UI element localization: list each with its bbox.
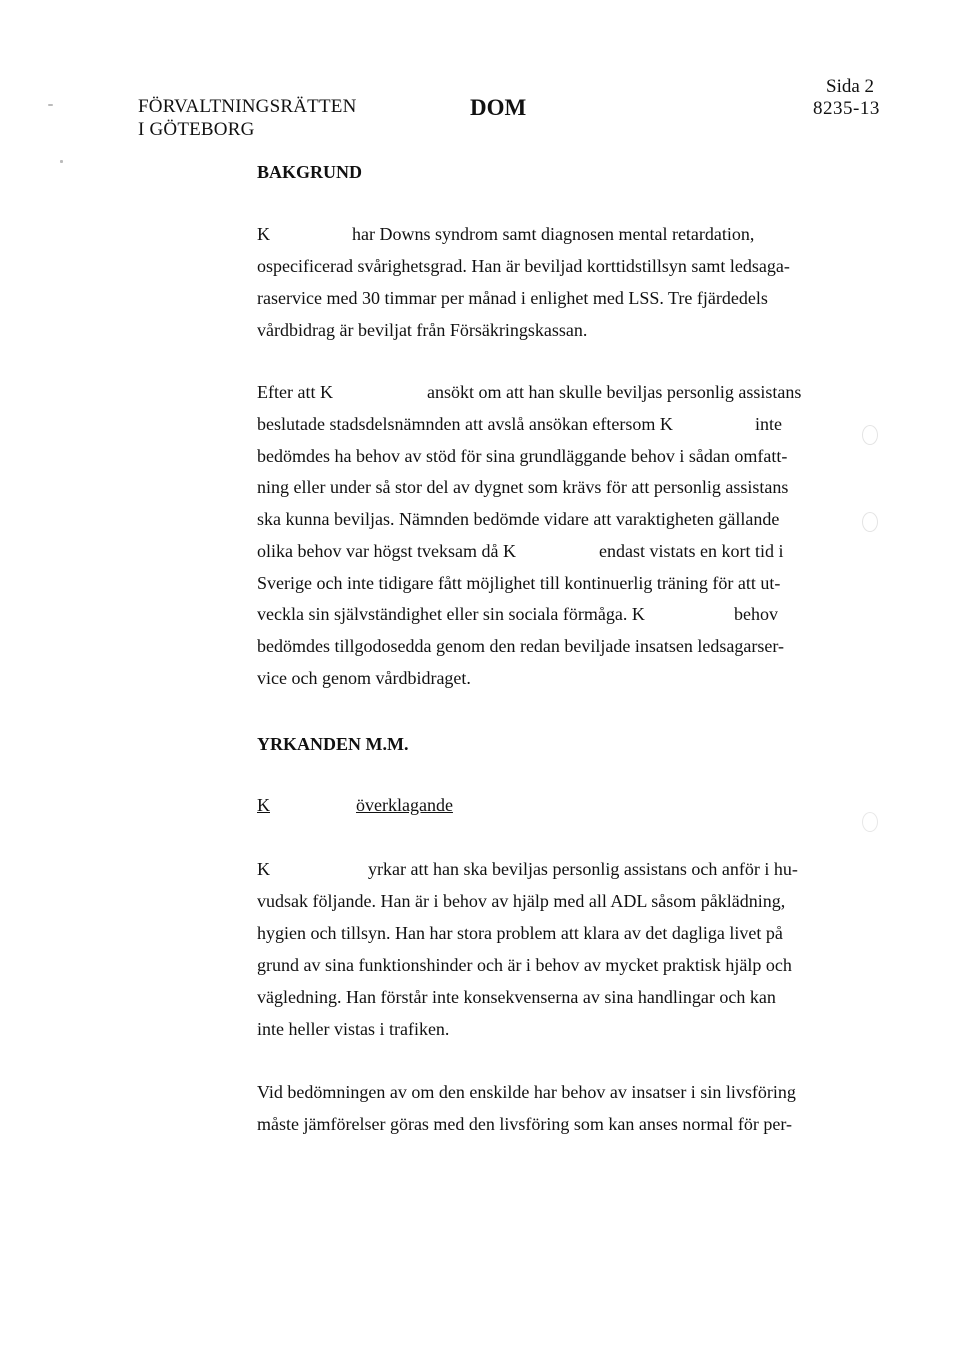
court-name-line2: I GÖTEBORG [138,119,255,140]
section-heading-yrkanden: YRKANDEN M.M. [257,734,409,754]
text-line: vice och genom vårdbidraget. [257,668,471,688]
text-line: ska kunna beviljas. Nämnden bedömde vidare att varaktigheten gällande [257,509,780,529]
case-number: 8235-13 [813,98,880,119]
scan-speck [60,160,63,163]
redacted-name: K [257,859,270,879]
text-segment: endast vistats en kort tid i [599,541,784,561]
appeal-party-name: K [257,795,270,815]
court-name-line1: FÖRVALTNINGSRÄTTEN [138,96,357,117]
text-segment: yrkar att han ska beviljas personlig assistans och anför i hu- [368,859,798,879]
text-line: bedömdes tillgodosedda genom den redan beviljade insatsen ledsagarser- [257,636,784,656]
text-line: hygien och tillsyn. Han har stora problem att klara av det dagliga livet på [257,923,783,943]
punch-hole-mark [862,512,878,532]
page-number: Sida 2 [826,76,875,97]
document-type: DOM [470,95,527,120]
redacted-name: K [257,224,270,244]
text-line: måste jämförelser göras med den livsföring som kan anses normal för per- [257,1114,792,1134]
text-line: Sverige och inte tidigare fått möjlighet till kontinuerlig träning för att ut- [257,573,781,593]
text-line: inte heller vistas i trafiken. [257,1019,450,1039]
scan-speck [48,104,53,106]
text-line: vudsak följande. Han är i behov av hjälp med all ADL såsom påklädning, [257,891,786,911]
text-segment: inte [755,414,782,434]
text-line: raservice med 30 timmar per månad i enlighet med LSS. Tre fjärdedels [257,288,768,308]
text-line [257,859,798,880]
text-line [257,224,754,245]
text-line: vårdbidrag är beviljat från Försäkringskassan. [257,320,588,340]
text-line: Vid bedömningen av om den enskilde har behov av insatser i sin livsföring [257,1082,796,1102]
text-line: beslutade stadsdelsnämnden att avslå ansökan eftersom K [257,414,673,434]
text-segment: har Downs syndrom samt diagnosen mental retardation, [352,224,755,244]
text-line: olika behov var högst tveksam då K [257,541,516,561]
text-line: bedömdes ha behov av stöd för sina grundläggande behov i sådan omfatt- [257,446,788,466]
punch-hole-mark [862,425,878,445]
text-line: grund av sina funktionshinder och är i behov av mycket praktisk hjälp och [257,955,792,975]
text-line [257,382,801,403]
text-line: ning eller under så stor del av dygnet som krävs för att personlig assistans [257,477,789,497]
text-line: veckla sin självständighet eller sin sociala förmåga. K [257,604,645,624]
text-segment: behov [734,604,778,624]
text-segment: ansökt om att han skulle beviljas personlig assistans [426,382,802,402]
text-line: ospecificerad svårighetsgrad. Han är beviljad korttidstillsyn samt ledsaga- [257,256,790,276]
text-segment: Efter att K [257,382,333,402]
section-heading-bakgrund: BAKGRUND [257,162,363,182]
text-line: vägledning. Han förstår inte konsekvenserna av sina handlingar och kan [257,987,776,1007]
appeal-subheading: överklagande [356,795,453,815]
punch-hole-mark [862,812,878,832]
